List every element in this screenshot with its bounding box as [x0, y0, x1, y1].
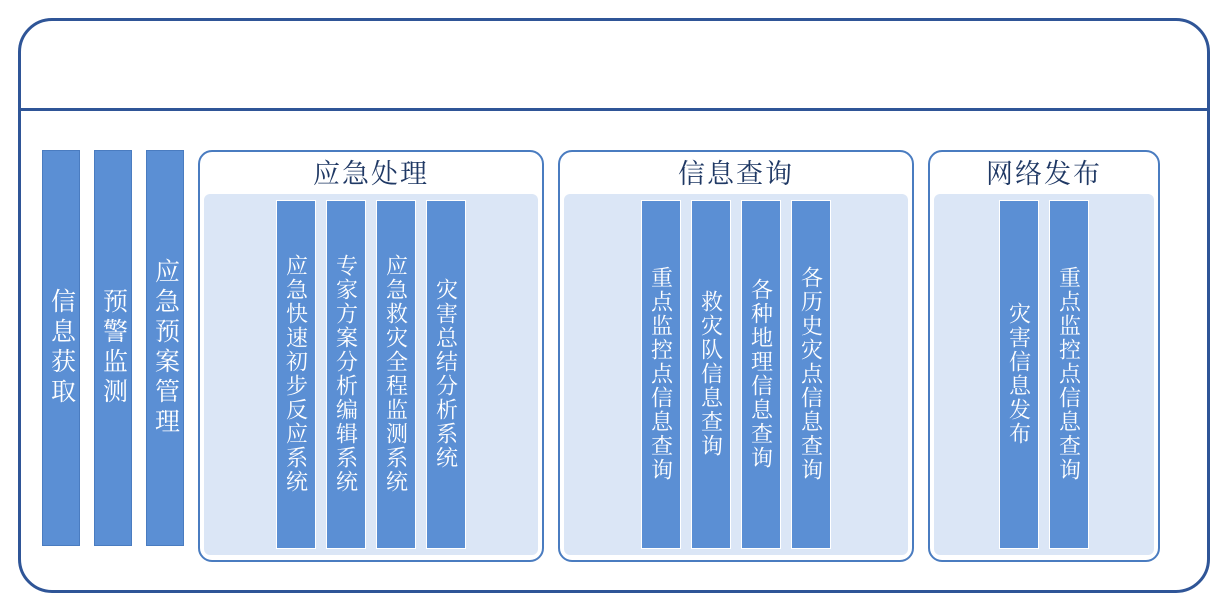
module-bar-relief-team-query[interactable] [691, 200, 731, 549]
group-items [204, 194, 538, 555]
module-bar-rapid-response[interactable] [276, 200, 316, 549]
module-bar-label: 重点监控点信息查询 [648, 266, 674, 483]
module-bar-info-acquisition[interactable] [42, 150, 80, 546]
module-bar-disaster-info-release[interactable] [999, 200, 1039, 549]
module-bar-label: 灾害信息发布 [1006, 302, 1032, 447]
module-bar-geographic-info-query[interactable] [741, 200, 781, 549]
group-items [934, 194, 1154, 555]
group-network-publishing [928, 150, 1160, 562]
module-bar-label: 应急快速初步反应系统 [283, 254, 309, 495]
group-title: 信息查询 [678, 159, 794, 189]
module-bar-early-warning[interactable] [94, 150, 132, 546]
frame-divider [18, 108, 1210, 111]
module-bar-label: 应急预案管理 [151, 258, 179, 438]
module-bar-relief-monitoring[interactable] [376, 200, 416, 549]
module-bar-label: 专家方案分析编辑系统 [333, 254, 359, 495]
group-title: 网络发布 [986, 159, 1102, 189]
module-bar-key-monitoring-query-publish[interactable] [1049, 200, 1089, 549]
module-bar-label: 重点监控点信息查询 [1056, 266, 1082, 483]
module-bar-label: 各种地理信息查询 [748, 278, 774, 471]
module-bar-key-monitoring-query[interactable] [641, 200, 681, 549]
content-row [42, 150, 1192, 562]
module-bar-label: 应急救灾全程监测系统 [383, 254, 409, 495]
module-bar-label: 灾害总结分析系统 [433, 278, 459, 471]
module-bar-expert-plan-analysis[interactable] [326, 200, 366, 549]
group-emergency-handling [198, 150, 544, 562]
module-bar-label: 各历史灾点信息查询 [798, 266, 824, 483]
group-title: 应急处理 [313, 159, 429, 189]
group-items [564, 194, 908, 555]
group-information-query [558, 150, 914, 562]
module-bar-emergency-plan[interactable] [146, 150, 184, 546]
module-bar-label: 预警监测 [99, 288, 127, 408]
module-bar-label: 救灾队信息查询 [698, 290, 724, 459]
module-bar-historical-disaster-query[interactable] [791, 200, 831, 549]
module-bar-disaster-summary[interactable] [426, 200, 466, 549]
module-bar-label: 信息获取 [47, 288, 75, 408]
